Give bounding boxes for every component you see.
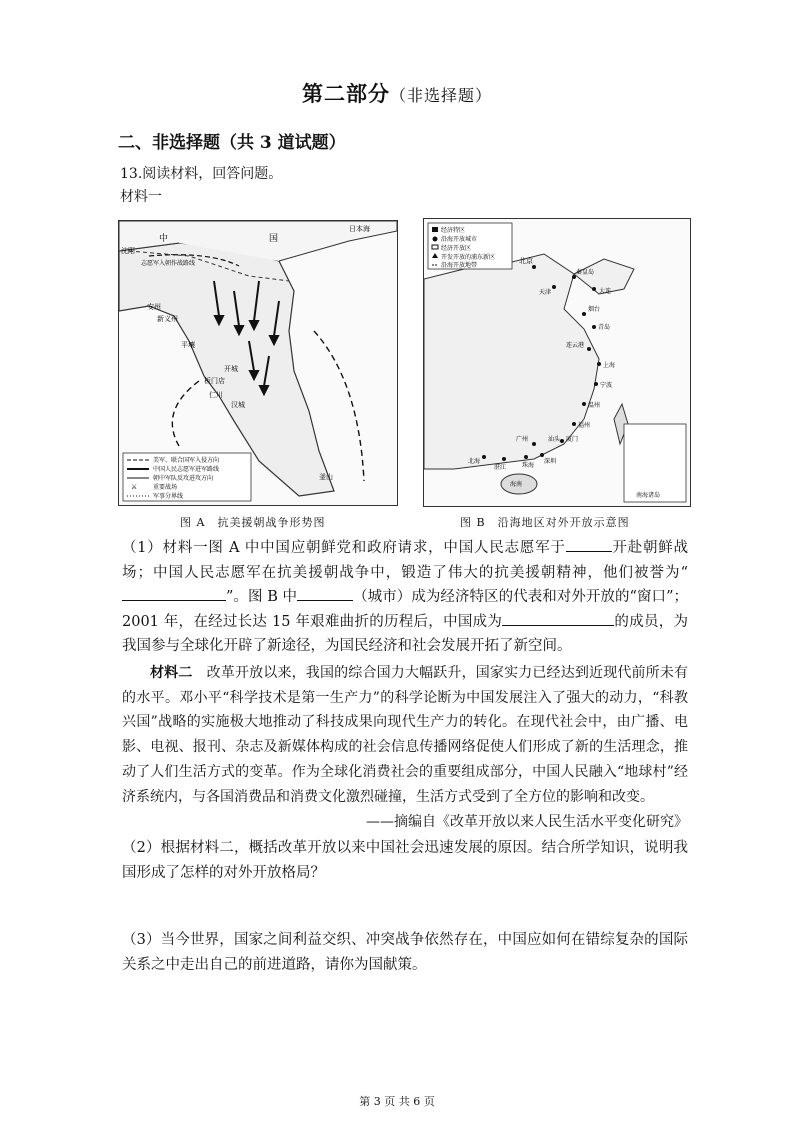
material-two <box>122 661 688 809</box>
label-qinhuangdao: 秦皇岛 <box>576 269 595 276</box>
q1-blank-year[interactable] <box>566 536 612 552</box>
q1-blank-city[interactable] <box>297 585 353 601</box>
map-a-caption: 图 A 抗美援朝战争形势图 <box>180 516 326 529</box>
q1-part-e: 的成员，为我国参与全球化开辟了新途径，为国民经济和社会发展开拓了新空间。 <box>122 613 689 654</box>
label-qingdao: 青岛 <box>598 324 611 331</box>
label-xinyizhou: 新义州 <box>157 315 178 323</box>
label-shenyang: 沈阳 <box>121 247 135 255</box>
legend-b-item: 经济特区 <box>441 227 466 234</box>
label-tianjin: 天津 <box>539 289 552 296</box>
legend-a-item: 朝中军队反攻进攻方向 <box>153 475 214 482</box>
map-a-graphic <box>119 221 397 505</box>
question-1 <box>122 536 688 659</box>
south-sea-inset <box>624 424 686 502</box>
legend-b-item: 沿海开放地带 <box>441 262 478 269</box>
page-title-main: 第二部分 <box>301 81 390 106</box>
label-shenzhen: 深圳 <box>544 458 557 465</box>
material-one-label: 材料一 <box>120 189 162 205</box>
label-lianyungang: 连云港 <box>566 342 585 349</box>
label-south-sea: 南海诸岛 <box>636 492 661 499</box>
sea-route-west <box>172 381 199 446</box>
question-2: （2）根据材料二，概括改革开放以来中国社会迅速发展的原因。结合所学知识，说明我国形成了怎样的对外开放格局？ <box>122 840 688 881</box>
label-zhanjiang: 湛江 <box>494 464 507 471</box>
svg-text:⚔: ⚔ <box>131 483 138 491</box>
legend-b-item: 沿海开放城市 <box>441 236 478 243</box>
label-incheon: 仁川 <box>209 391 223 399</box>
map-b-coastal-opening <box>423 218 691 507</box>
label-guangzhou: 广州 <box>516 436 529 443</box>
map-a-korean-war <box>118 220 398 506</box>
page-title-sub: （非选择题） <box>389 86 492 105</box>
label-yantai: 烟台 <box>588 306 601 313</box>
q1-blank-title[interactable] <box>122 585 226 601</box>
map-b-caption: 图 B 沿海地区对外开放示意图 <box>460 516 630 529</box>
page-title <box>0 78 794 108</box>
q1-part-b: 开赴朝鲜战场；中国人民志愿军在抗美援朝战争中，锻造了伟大的抗美援朝精神，他们被誉为“ <box>122 540 688 581</box>
material-two-source: ——摘编自《改革开放以来人民生活水平变化研究》 <box>366 814 688 830</box>
label-kaesong: 开城 <box>224 365 238 373</box>
label-china2: 国 <box>269 234 279 244</box>
label-route-note: 志愿军入朝作战路线 <box>141 260 196 267</box>
label-beijing: 北京 <box>519 257 533 265</box>
legend-b-item: 开发开放的浦东新区 <box>441 254 496 261</box>
page-footer: 第 3 页 共 6 页 <box>359 1095 435 1108</box>
label-pyongyang: 平壤 <box>181 341 195 349</box>
legend-a-item: 美军、联合国军入侵方向 <box>153 457 220 464</box>
question-number: 13.阅读材料，回答问题。 <box>120 166 283 182</box>
label-busan: 釜山 <box>319 473 333 481</box>
legend-b-item: 经济开放区 <box>441 245 472 252</box>
label-wenzhou: 温州 <box>588 402 601 409</box>
label-sea: 日本海 <box>349 225 370 233</box>
q1-part-c: ”。图 B 中 <box>226 589 298 605</box>
label-shanghai: 上海 <box>603 362 616 369</box>
label-beihai: 北海 <box>468 458 481 465</box>
label-ningbo: 宁波 <box>600 382 613 389</box>
label-banmendian: 板门店 <box>204 377 225 385</box>
legend-a-item: 军事分界线 <box>153 493 184 500</box>
q1-blank-organization[interactable] <box>502 610 614 626</box>
section-heading: 二、非选择题（共 3 道试题） <box>118 133 346 153</box>
material-two-label: 材料二 <box>150 665 193 681</box>
label-dalian: 大连 <box>599 288 612 295</box>
label-shantou: 汕头 <box>548 436 561 443</box>
material-two-text: 改革开放以来，我国的综合国力大幅跃升，国家实力已经达到近现代前所未有的水平。邓小平“科学技术是第一生产力”的科学论断为中国发展注入了强大的动力，“科教兴国”战略的实施极大地推动了科技成果向现代生产力的转化。在现代社会中，由广播、电影、电视、报刊、杂志及新媒体构成的社会信息传播网络促使人们形成了新的生活理念，推动了人们生活方式的变革。作为全球化消费社会的重要组成部分，中国人民融入“地球村”经济系统内，与各国消费品和消费文化激烈碰撞，生活方式受到了全方位的影响和改变。 <box>122 665 689 805</box>
legend-a-item: 中国人民志愿军进军路线 <box>153 466 220 473</box>
map-b-graphic <box>424 219 690 506</box>
label-china: 中 <box>159 234 169 244</box>
label-seoul: 汉城 <box>231 401 245 409</box>
label-anzhou: 安州 <box>147 303 161 311</box>
label-hainan: 海南 <box>510 481 523 488</box>
q1-part-d: （城市）成为经济特区的代表和对外开放的“窗口”；2001 年，在经过长达 15 年艰难曲折的历程后，中国成为 <box>122 589 688 630</box>
label-zhuhai: 珠海 <box>522 462 535 469</box>
q1-part-a: （1）材料一图 A 中中国应朝鲜党和政府请求，中国人民志愿军于 <box>122 540 566 556</box>
legend-a-item: 重要战场 <box>153 484 178 491</box>
label-fuzhou: 福州 <box>578 422 591 429</box>
question-3: （3）当今世界，国家之间利益交织、冲突战争依然存在，中国应如何在错综复杂的国际关系之中走出自己的前进道路，请你为国献策。 <box>122 932 688 973</box>
label-xiamen: 厦门 <box>566 436 579 443</box>
